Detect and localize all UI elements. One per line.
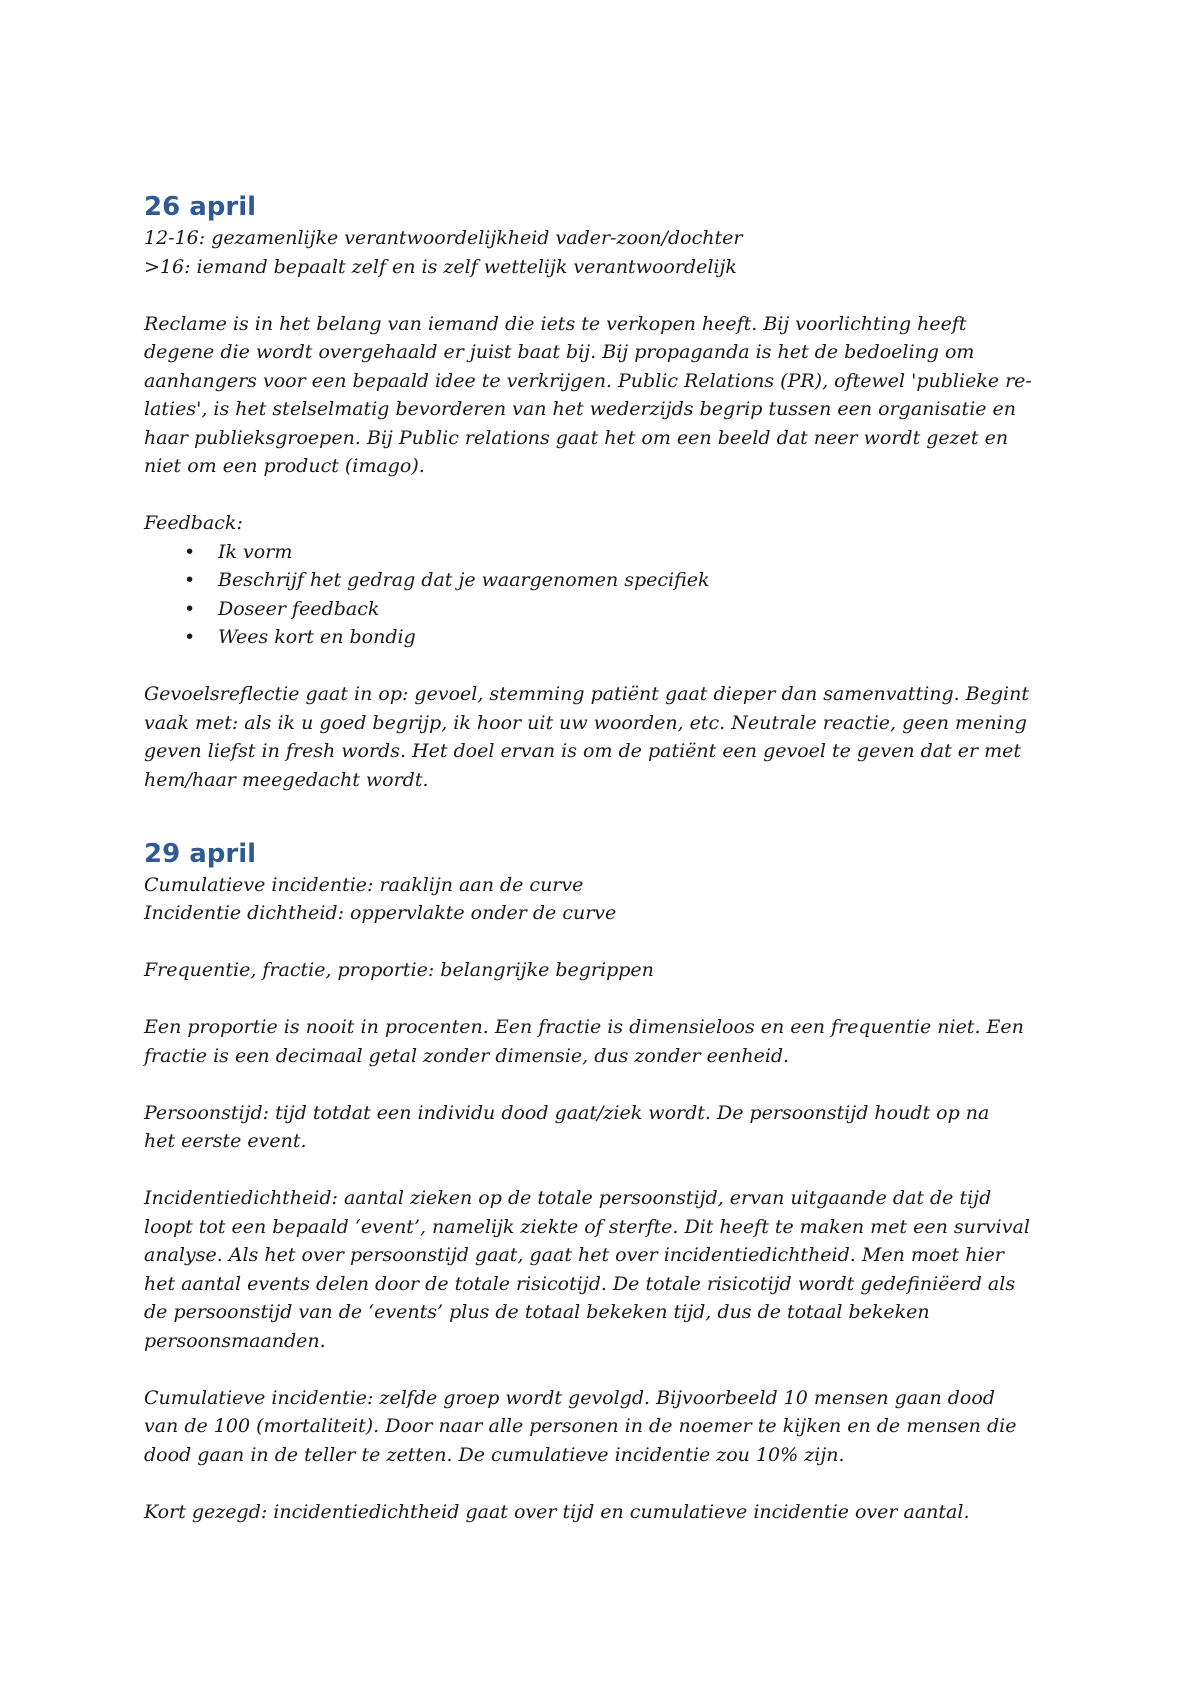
persoonstijd-paragraph bbox=[144, 1099, 1064, 1156]
section-spacer bbox=[144, 823, 1064, 837]
bullet-icon: • bbox=[184, 597, 196, 620]
text-line: degene die wordt overgehaald er juist baat bij. Bij propaganda is het de bedoeling om bbox=[144, 341, 975, 363]
incidentiedichtheid-paragraph bbox=[144, 1184, 1064, 1355]
text-line: dood gaan in de teller te zetten. De cumulatieve incidentie zou 10% zijn. bbox=[144, 1443, 845, 1466]
text-line: het aantal events delen door de totale risicotijd. De totale risicotijd wordt gedefiniëerd als bbox=[144, 1272, 1016, 1295]
list-item-text: Wees kort en bondig bbox=[218, 626, 416, 648]
text-line: laties', is het stelselmatig bevorderen van het wederzijds begrip tussen een organisatie en bbox=[144, 398, 1017, 420]
gevoelsreflectie-paragraph bbox=[144, 680, 1064, 794]
frequentie-block bbox=[144, 956, 1064, 985]
text-line: 12-16: gezamenlijke verantwoordelijkheid vader-zoon/dochter bbox=[144, 227, 743, 249]
document-page bbox=[144, 190, 1064, 1526]
text-line: Persoonstijd: tijd totdat een individu dood gaat/ziek wordt. De persoonstijd houdt op na bbox=[144, 1101, 990, 1124]
section-heading-26-april: 26 april bbox=[144, 192, 257, 222]
text-line: Gevoelsreflectie gaat in op: gevoel, stemming patiënt gaat dieper dan samenvatting. Begint bbox=[144, 683, 1030, 705]
text-line: fractie is een decimaal getal zonder dimensie, dus zonder eenheid. bbox=[144, 1044, 790, 1067]
reclame-paragraph bbox=[144, 310, 1064, 481]
list-item bbox=[144, 595, 1064, 624]
text-line: loopt tot een bepaald ‘event’, namelijk ziekte of sterfte. Dit heeft te maken met een survival bbox=[144, 1215, 1030, 1238]
list-item-text: Ik vorm bbox=[218, 540, 293, 563]
cumulatieve-incidentie-paragraph bbox=[144, 1384, 1064, 1470]
age-responsibility-block bbox=[144, 224, 1064, 281]
text-line: Frequentie, fractie, proportie: belangrijke begrippen bbox=[144, 959, 654, 981]
text-line: Incidentie dichtheid: oppervlakte onder de curve bbox=[144, 902, 617, 924]
list-item bbox=[144, 566, 1064, 595]
text-line: niet om een product (imago). bbox=[144, 455, 425, 477]
list-item bbox=[144, 623, 1064, 652]
text-line: het eerste event. bbox=[144, 1130, 307, 1152]
bullet-icon: • bbox=[184, 540, 196, 563]
list-item bbox=[144, 538, 1064, 567]
text-line: Een proportie is nooit in procenten. Een fractie is dimensieloos en een frequentie niet. Een bbox=[144, 1016, 1024, 1038]
text-line: vaak met: als ik u goed begrijp, ik hoor uit uw woorden, etc. Neutrale reactie, geen mening bbox=[144, 711, 1027, 734]
feedback-list bbox=[144, 538, 1064, 652]
text-line: aanhangers voor een bepaald idee te verkrijgen. Public Relations (PR), oftewel 'publieke re- bbox=[144, 369, 1032, 392]
text-line: de persoonstijd van de ‘events’ plus de totaal bekeken tijd, dus de totaal bekeken bbox=[144, 1301, 930, 1323]
text-line: Incidentiedichtheid: aantal zieken op de totale persoonstijd, ervan uitgaande dat de tijd bbox=[144, 1187, 992, 1209]
text-line: Kort gezegd: incidentiedichtheid gaat over tijd en cumulatieve incidentie over aantal. bbox=[144, 1500, 970, 1523]
text-line: analyse. Als het over persoonstijd gaat, gaat het over incidentiedichtheid. Men moet hier bbox=[144, 1244, 1004, 1266]
feedback-label: Feedback: bbox=[144, 512, 243, 534]
list-item-text: Beschrijf het gedrag dat je waargenomen specifiek bbox=[218, 569, 710, 591]
proportie-paragraph bbox=[144, 1013, 1064, 1070]
feedback-block bbox=[144, 509, 1064, 652]
text-line: van de 100 (mortaliteit). Door naar alle personen in de noemer te kijken en de mensen die bbox=[144, 1415, 1017, 1437]
kort-gezegd-paragraph bbox=[144, 1498, 1064, 1527]
text-line: haar publieksgroepen. Bij Public relations gaat het om een beeld dat neer wordt gezet en bbox=[144, 426, 1009, 449]
bullet-icon: • bbox=[184, 626, 196, 648]
section-heading-29-april: 29 april bbox=[144, 838, 257, 869]
text-line: Cumulatieve incidentie: zelfde groep wordt gevolgd. Bijvoorbeeld 10 mensen gaan dood bbox=[144, 1386, 995, 1409]
list-item-text: Doseer feedback bbox=[218, 597, 380, 620]
text-line: >16: iemand bepaalt zelf en is zelf wettelijk verantwoordelijk bbox=[144, 255, 737, 278]
incidence-definitions-block bbox=[144, 871, 1064, 928]
bullet-icon: • bbox=[184, 569, 196, 591]
text-line: geven liefst in fresh words. Het doel ervan is om de patiënt een gevoel te geven dat er met bbox=[144, 740, 1022, 762]
text-line: Reclame is in het belang van iemand die iets te verkopen heeft. Bij voorlichting heeft bbox=[144, 312, 967, 335]
text-line: Cumulatieve incidentie: raaklijn aan de curve bbox=[144, 873, 584, 896]
text-line: hem/haar meegedacht wordt. bbox=[144, 768, 429, 791]
text-line: persoonsmaanden. bbox=[144, 1329, 326, 1352]
